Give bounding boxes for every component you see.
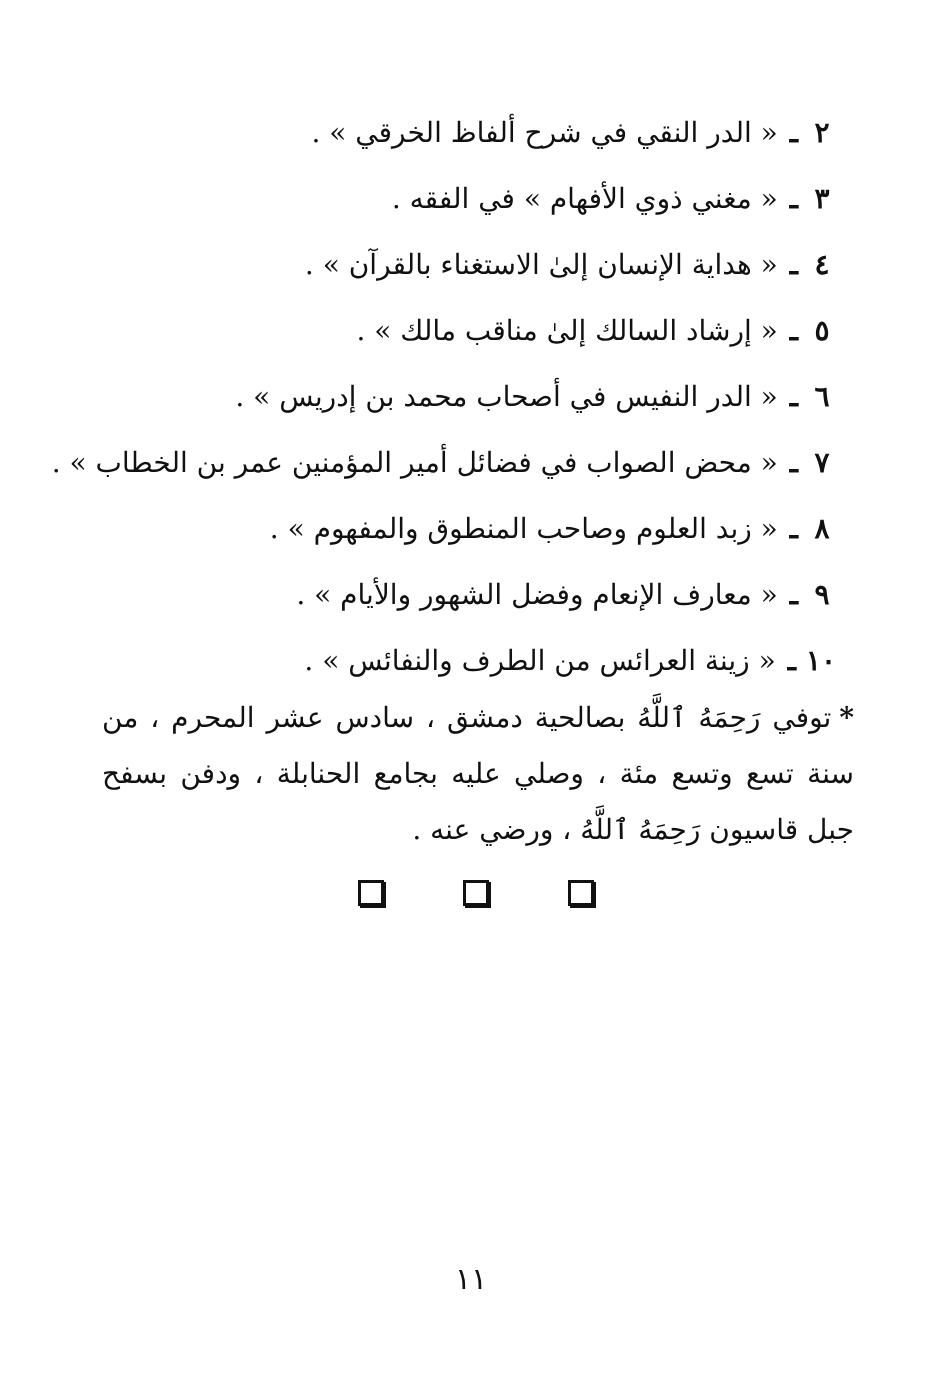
item-number: ٢ xyxy=(814,116,830,149)
item-number: ١٠ xyxy=(805,644,836,677)
item-title: « هداية الإنسان إلىٰ الاستغناء بالقرآن » . xyxy=(304,248,778,281)
item-dash: ـ xyxy=(789,116,798,149)
section-divider xyxy=(358,880,594,910)
square-ornament-icon xyxy=(463,880,489,906)
item-number: ٤ xyxy=(814,248,830,281)
death-note-paragraph xyxy=(102,690,854,858)
page-number: ١١ xyxy=(454,1262,488,1297)
list-item xyxy=(76,628,836,694)
item-title: « زينة العرائس من الطرف والنفائس » . xyxy=(304,644,776,677)
asterisk-icon: * xyxy=(839,701,854,734)
item-dash: ـ xyxy=(789,248,798,281)
item-title: « مغني ذوي الأفهام » في الفقه . xyxy=(391,182,778,215)
list-item xyxy=(76,298,836,364)
item-title: « محض الصواب في فضائل أمير المؤمنين عمر بن الخطاب » . xyxy=(51,446,778,479)
item-number: ٩ xyxy=(814,578,830,611)
item-dash: ـ xyxy=(789,314,798,347)
item-number: ٦ xyxy=(814,380,830,413)
list-item xyxy=(76,364,836,430)
square-ornament-icon xyxy=(568,880,594,906)
death-note-text: توفي رَحِمَهُ ٱللَّهُ بصالحية دمشق ، سادس عشر المحرم ، من سنة تسع وتسع مئة ، وصلي عليه بجامع الحنابلة ، ودفن بسفح جبل قاسيون رَحِمَهُ ٱللَّهُ ، ورضي عنه . xyxy=(102,701,854,846)
item-title: « الدر النفيس في أصحاب محمد بن إدريس » . xyxy=(235,380,778,413)
item-title: « الدر النقي في شرح ألفاظ الخرقي » . xyxy=(311,116,778,149)
square-ornament-icon xyxy=(358,880,384,906)
item-dash: ـ xyxy=(789,578,798,611)
list-item xyxy=(51,430,836,496)
list-item xyxy=(76,496,836,562)
list-item xyxy=(76,100,836,166)
item-dash: ـ xyxy=(789,182,798,215)
list-item xyxy=(76,562,836,628)
item-dash: ـ xyxy=(789,380,798,413)
list-item xyxy=(76,166,836,232)
item-dash: ـ xyxy=(789,512,798,545)
item-number: ٣ xyxy=(814,182,830,215)
item-number: ٨ xyxy=(814,512,830,545)
item-dash: ـ xyxy=(789,446,798,479)
item-dash: ـ xyxy=(787,644,796,677)
item-title: « إرشاد السالك إلىٰ مناقب مالك » . xyxy=(356,314,778,347)
works-list xyxy=(51,100,836,694)
item-number: ٧ xyxy=(814,446,830,479)
item-title: « معارف الإنعام وفضل الشهور والأيام » . xyxy=(296,578,778,611)
list-item xyxy=(76,232,836,298)
item-title: « زبد العلوم وصاحب المنطوق والمفهوم » . xyxy=(269,512,778,545)
item-number: ٥ xyxy=(814,314,830,347)
